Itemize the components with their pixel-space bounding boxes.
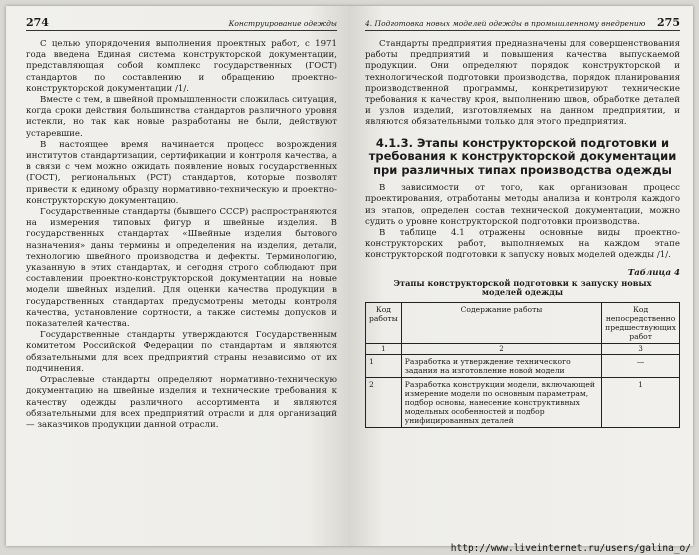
table-header-prev: Код непосредственно предшествующих работ xyxy=(602,302,680,343)
left-page-body xyxy=(26,39,337,431)
right-page-header xyxy=(365,16,680,31)
left-running-head: Конструирование одежды xyxy=(228,19,337,28)
table-cell-code: 1 xyxy=(366,354,402,377)
table-index-row xyxy=(366,343,680,354)
left-page xyxy=(6,6,349,546)
table-header-content: Содержание работы xyxy=(401,302,601,343)
table-index-cell: 1 xyxy=(366,343,402,354)
left-page-number: 274 xyxy=(26,16,49,29)
table-cell-prev: 1 xyxy=(602,377,680,427)
watermark-url: http://www.liveinternet.ru/users/galina_o/ xyxy=(450,543,691,554)
book-spread xyxy=(6,6,693,546)
table-cell-prev: — xyxy=(602,354,680,377)
section-heading: 4.1.3. Этапы конструкторской подготовки и требования к конструкторской документации при различных типах производства одежды xyxy=(368,135,677,177)
paragraph: В зависимости от того, как организован процесс проектирования, отработаны методы анализа и контроля каждого из этапов, определен состав технической документации, можно судить о уровне конструкторской подготовки производства. xyxy=(365,183,680,227)
right-page-body-bottom xyxy=(365,183,680,261)
table-label: Таблица 4 xyxy=(627,267,680,278)
table-row xyxy=(366,377,680,427)
table-row xyxy=(366,354,680,377)
table-header-code: Код работы xyxy=(366,302,402,343)
paragraph: Стандарты предприятия предназначены для совершенствования работы предприятий и повышения качества выпускаемой продукции. Они определяют порядок конструкторской и технологической подготовки производства, порядок планирования производственной программы, конкретизируют технические требования к качеству кроя, выполнению швов, обработке деталей и узлов изделий, изготовляемых на данном предприятии, и являются обязательными только для этого предприятия. xyxy=(365,39,680,128)
paragraph: В таблице 4.1 отражены основные виды проектно-конструкторских работ, выполняемых на каждом этапе конструкторской подготовки к запуску новых моделей одежды /1/. xyxy=(365,227,680,261)
table-index-cell: 2 xyxy=(401,343,601,354)
paragraph: С целью упорядочения выполнения проектных работ, с 1971 года введена Единая система конструкторской документации, представляющая собой комплекс государственных (ГОСТ) стандартов по составлению и обращению проектно-конструкторской документации /1/. xyxy=(26,39,337,94)
table-caption: Этапы конструкторской подготовки к запуску новых моделей одежды xyxy=(393,277,652,298)
table-cell-content: Разработка и утверждение технического задания на изготовление новой модели xyxy=(401,354,601,377)
paragraph: Государственные стандарты (бывшего СССР) распространяются на измерения типовых фигур и швейные изделия. В государственных стандартах «Швейные изделия бытового назначения» даны термины и определения на изделия, детали, технологию швейного производства и дефекты. Терминологию, указанную в этих стандартах, и сегодня строго соблюдают при составлении проектно-конструкторской документации на новые модели швейных изделий. Для оценки качества продукции в государственных стандартах предусмотрены методы контроля качества, установление сортности, а также системы допусков и показателей качества. xyxy=(26,207,337,330)
table-cell-content: Разработка конструкции модели, включающей измерение модели по основным параметрам, подбор основы, нанесение конструктивных модельных особенностей и подбор унифицированных деталей xyxy=(401,377,601,427)
right-page-body-top xyxy=(365,39,680,129)
left-page-header xyxy=(26,16,337,31)
right-running-head: 4. Подготовка новых моделей одежды в промышленному внедрению xyxy=(365,19,646,28)
table-body xyxy=(366,354,680,427)
paragraph: Отраслевые стандарты определяют нормативно-техническую документацию на швейные изделия и технические требования к качеству одежды различного ассортимента и являются обязательными для всех предприятий отрасли и для организаций — заказчиков продукции данной отрасли. xyxy=(26,375,337,430)
paragraph: Вместе с тем, в швейной промышленности сложилась ситуация, когда сроки действия большинства стандартов различного уровня истекли, но так как новые разработаны не были, действуют устаревшие. xyxy=(26,95,337,139)
table-cell-code: 2 xyxy=(366,377,402,427)
paragraph: Государственные стандарты утверждаются Государственным комитетом Российской Федерации по стандартам и являются обязательными для всех предприятий страны независимо от их подчинения. xyxy=(26,330,337,374)
paragraph: В настоящее время начинается процесс возрождения институтов стандартизации, сертификации и контроля качества, а в связи с чем можно ожидать появление новых государственных (ГОСТ), региональных (РСТ) стандартов, которые позволят привести к единому образцу нормативно-техническую и проектно-конструкторскую документацию. xyxy=(26,139,337,206)
table-header-row xyxy=(366,302,680,343)
stages-table xyxy=(365,302,680,428)
right-page xyxy=(349,6,692,546)
right-page-number: 275 xyxy=(657,16,680,29)
table-index-cell: 3 xyxy=(602,343,680,354)
